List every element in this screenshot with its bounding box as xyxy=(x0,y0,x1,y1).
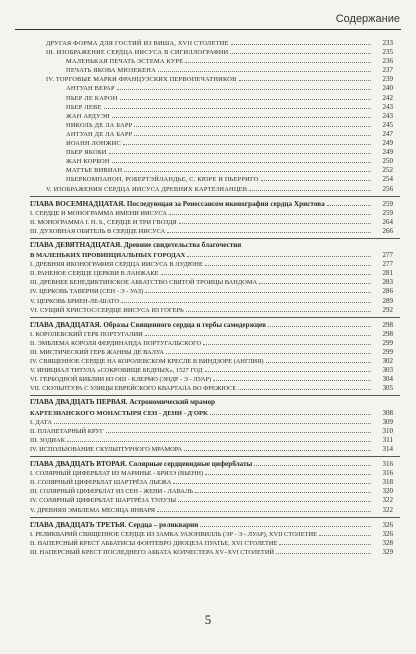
toc-entry-text: IV. СВЯЩЕННОЕ СЕРДЦЕ НА КОРОЛЕВСКОМ КРЕСЛЕ В ВИНДЗОРЕ (АНГЛИЯ) xyxy=(30,358,264,366)
toc-page-number: 266 xyxy=(382,226,393,235)
toc-entry-text: ГЛАВА ВОСЕМНАДЦАТАЯ. Последующая за Ренессансом иконография сердца Христова xyxy=(30,199,325,208)
toc-entry-text: ГЛАВА ДВАДЦАТЬ ПЕРВАЯ. Астрономический мрамор xyxy=(30,398,216,407)
toc-entry-text: ГЛАВА ДВАДЦАТАЯ. Образы Священного сердца и гербы самодержцев xyxy=(30,320,267,329)
toc-entry[interactable] xyxy=(30,538,400,547)
toc-entry[interactable] xyxy=(30,347,400,356)
toc-page-number: 316 xyxy=(382,469,393,478)
toc-page-number: 310 xyxy=(382,426,393,435)
leader-dots xyxy=(243,241,371,247)
toc-entry[interactable] xyxy=(30,477,400,486)
leader-dots xyxy=(117,83,371,90)
chapter-title[interactable] xyxy=(30,241,400,250)
toc-page-number: 277 xyxy=(382,251,393,260)
leader-dots xyxy=(279,538,371,545)
leader-dots xyxy=(268,320,371,327)
leader-dots xyxy=(178,495,371,502)
toc-entry[interactable] xyxy=(30,356,400,365)
toc-entry-text: VII. СКУЛЬПТУРА С УЛИЦЫ ЕВРЕЙСКОГО КВАРТАЛА ВО ФРЕЖЮСЕ xyxy=(30,385,237,393)
toc-page-number: 303 xyxy=(382,366,393,375)
toc-entry[interactable] xyxy=(0,147,416,156)
toc-entry[interactable] xyxy=(0,156,416,165)
leader-dots xyxy=(67,435,371,442)
chapter-items xyxy=(30,468,400,513)
chapter-items xyxy=(30,208,400,235)
toc-page-number: 247 xyxy=(382,129,393,138)
leader-dots xyxy=(195,486,371,493)
toc-entry[interactable] xyxy=(30,426,400,435)
toc-page-number: 314 xyxy=(382,444,393,453)
leader-dots xyxy=(104,102,371,109)
toc-page-number: 304 xyxy=(382,375,393,384)
toc-entry[interactable] xyxy=(0,120,416,129)
toc-entry[interactable] xyxy=(0,174,416,183)
toc-page-number: 302 xyxy=(382,357,393,366)
leader-dots xyxy=(205,468,371,475)
leader-dots xyxy=(327,199,371,206)
leader-dots xyxy=(187,250,371,257)
leader-dots xyxy=(121,296,371,303)
leader-dots xyxy=(203,338,371,345)
leader-dots xyxy=(254,459,371,466)
leader-dots xyxy=(124,165,371,172)
toc-page-number: 289 xyxy=(382,296,393,305)
chapter-rule xyxy=(30,517,400,518)
leader-dots xyxy=(167,226,371,233)
toc-entry-text: II. НАПЕРСНЫЙ КРЕСТ АББАТИСЫ ФОНТЕВРО ДИОЦЕЗА ПУАТЬЕ, XVI СТОЛЕТИЕ xyxy=(30,539,278,547)
leader-dots xyxy=(213,374,371,381)
leader-dots xyxy=(179,217,371,224)
toc-entry[interactable] xyxy=(0,102,416,111)
toc-entry[interactable] xyxy=(30,529,400,538)
toc-entry[interactable] xyxy=(30,486,400,495)
toc-entry-text: V. ИЗОБРАЖЕНИЯ СЕРДЦА ИИСУСА ДРЕВНИХ КАРТЕЗИАНЦЕВ xyxy=(46,185,248,193)
toc-entry-text: III. НАПЕРСНЫЙ КРЕСТ ПОСЛЕДНЕГО АББАТА КОЛЧЕСТЕРА XV–XVI СТОЛЕТИЙ xyxy=(30,548,275,556)
chapter-title[interactable] xyxy=(30,320,400,329)
toc-entry[interactable] xyxy=(30,383,400,392)
toc-entry-text: ЖАН КОРБОН xyxy=(66,158,110,166)
toc-entry[interactable] xyxy=(30,505,400,514)
toc-page-number: 254 xyxy=(382,175,393,184)
toc-entry-text: МАТТЬЕ ВИВИАН xyxy=(66,167,123,175)
chapter-section xyxy=(30,395,400,453)
toc-entry-text: V. ЦЕРКОВЬ БРИЕН-ЛЕ-ШАТО xyxy=(30,297,120,305)
toc-page-number: 309 xyxy=(382,417,393,426)
header-rule xyxy=(15,29,401,30)
leader-dots xyxy=(123,138,371,145)
toc-page-number: 249 xyxy=(382,148,393,157)
toc-page-number: 264 xyxy=(382,217,393,226)
toc-page-number: 305 xyxy=(382,384,393,393)
leader-dots xyxy=(145,329,371,336)
toc-entry[interactable] xyxy=(30,226,400,235)
chapter-title[interactable] xyxy=(30,459,400,468)
leader-dots xyxy=(186,305,371,312)
toc-page-number: 236 xyxy=(382,57,393,66)
toc-entry-text: ЖАН АРДУЭН xyxy=(66,112,110,120)
toc-entry[interactable] xyxy=(30,286,400,295)
toc-page-number: 329 xyxy=(382,547,393,556)
leader-dots xyxy=(231,38,371,45)
toc-entry[interactable] xyxy=(30,444,400,453)
leader-dots xyxy=(261,174,371,181)
toc-entry[interactable] xyxy=(30,338,400,347)
toc-entry-text: VI. ГЕРБОДНОЙ БИБЛИИ ИЗ ОШ - КЛЕРМО (ЭНДР - Э - ЛУАР) xyxy=(30,376,212,384)
toc-entry-text: ПЕЧАТЬ ЯКОВА МЮЗЕКЕНА xyxy=(66,67,156,75)
toc-page-number: 292 xyxy=(382,305,393,314)
toc-page-number: 281 xyxy=(382,269,393,278)
toc-entry[interactable] xyxy=(0,93,416,102)
toc-entry[interactable] xyxy=(30,435,400,444)
toc-entry-text: IV. ТОРГОВЫЕ МАРКИ ФРАНЦУЗСКИХ ПЕРВОПЕЧАТНИКОВ xyxy=(46,76,237,84)
toc-page-number: 318 xyxy=(382,478,393,487)
leader-dots xyxy=(109,147,371,154)
chapter-rule xyxy=(30,317,400,318)
leader-dots xyxy=(259,277,371,284)
toc-entry[interactable] xyxy=(30,296,400,305)
page-header xyxy=(0,0,416,30)
toc-entry[interactable] xyxy=(0,111,416,120)
leader-dots xyxy=(249,184,371,191)
toc-entry-text: V. ИНИЦИАЛ ТИТУЛА «СОКРОВИЩЕ БЕДНЫХ», 1527 ГОД xyxy=(30,367,203,375)
chapter-rule xyxy=(30,395,400,396)
toc-entry-text: ПЬЕР ЛЕВЕ xyxy=(66,103,102,111)
toc-page-number: 308 xyxy=(382,408,393,417)
toc-page-number: 328 xyxy=(382,538,393,547)
toc-page-number: 286 xyxy=(382,287,393,296)
toc-entry-text: В МАЛЕНЬКИХ ПРОВИНЦИАЛЬНЫХ ГОРОДАХ xyxy=(30,252,186,260)
toc-entry-text: I. КОРОЛЕВСКИЙ ГЕРБ ПОРТУГАЛИИ xyxy=(30,330,143,338)
toc-entry[interactable] xyxy=(30,329,400,338)
toc-page-number: 235 xyxy=(382,48,393,57)
leader-dots xyxy=(106,426,371,433)
toc-page-number: 259 xyxy=(382,199,393,208)
toc-page-number: 256 xyxy=(382,184,393,193)
toc-page-number: 240 xyxy=(382,84,393,93)
chapter-title[interactable] xyxy=(30,520,400,529)
toc-entry-text: IV. ИСПОЛЬЗОВАНИЕ СКУЛЬПТУРНОГО МРАМОРА xyxy=(30,445,183,453)
toc-page-number: 243 xyxy=(382,111,393,120)
page-number: 5 xyxy=(204,612,212,627)
toc-entry[interactable] xyxy=(0,184,416,193)
toc-page-number: 283 xyxy=(382,278,393,287)
toc-entry[interactable] xyxy=(0,38,416,47)
toc-page-number: 311 xyxy=(382,435,393,444)
toc-page-number: 249 xyxy=(382,139,393,148)
chapter-title[interactable] xyxy=(30,398,400,407)
toc-entry[interactable] xyxy=(0,138,416,147)
chapter-items xyxy=(30,259,400,314)
toc-entry[interactable] xyxy=(30,277,400,286)
toc-entry-text: II. ЭМБЛЕМА КОРОЛЯ ФЕРДИНАНДА ПОРТУГАЛЬСКОГО xyxy=(30,339,202,347)
toc-page-number: 322 xyxy=(382,496,393,505)
toc-entry-text: II. СОЛЯРНЫЙ ЦИФЕРБЛАТ ШАРТРЁЗА ЛЬЕЖА xyxy=(30,479,172,487)
leader-dots xyxy=(266,356,371,363)
toc-page-number: 326 xyxy=(382,529,393,538)
toc-entry-text: VI. СУЩИЙ ХРИСТОС/СЕРДЦЕ ИИСУСА ИЗ ГОГЕРЬ xyxy=(30,306,184,314)
chapter-section xyxy=(30,517,400,556)
toc-page-number: 252 xyxy=(382,166,393,175)
toc-entry-text: АНТУАН ВЕРАР xyxy=(66,85,115,93)
toc-entry-text: ПЬЕР ЯКОБИ xyxy=(66,149,107,157)
chapter-title-continuation[interactable] xyxy=(30,250,400,259)
toc-page-number: 326 xyxy=(382,520,393,529)
leader-dots xyxy=(158,65,371,72)
toc-entry-text: КАРТЕЗИАНСКОГО МОНАСТЫРЯ СЕН - ДЕНИ - Д'ОРК xyxy=(30,409,208,417)
toc-entry-text: III. ДРЕВНЕЕ БЕНЕДИКТИНСКОЕ АББАТСТВО СВЯТОЙ ТРОИЦЫ ВАНДОМА xyxy=(30,279,258,287)
leader-dots xyxy=(173,477,371,484)
toc-entry-text: ГЛАВА ДВАДЦАТЬ ТРЕТЬЯ. Сердца – реликварии xyxy=(30,520,199,529)
toc-entry-text: V. ДРЕВНЯЯ ЭМБЛЕМА МЕСЯЦА ЯНВАРЯ xyxy=(30,506,156,514)
leader-dots xyxy=(217,398,371,404)
chapter-section xyxy=(30,196,400,235)
chapter-items xyxy=(30,329,400,393)
chapter-title-continuation[interactable] xyxy=(30,408,400,417)
toc-entry-text: АНТУАН ДЕ ЛА БАРР xyxy=(66,130,133,138)
toc-page-number: 299 xyxy=(382,338,393,347)
toc-page-number: 245 xyxy=(382,120,393,129)
toc-entry-text: I. РЕЛИКВАРИЙ СВЯЩЕННОЕ СЕРДЦЕ ИЗ ЗАМКА УАЗОНВИЛЛЬ (ЭР - Э - ЛУАР), XVII СТОЛЕТИЕ xyxy=(30,530,318,538)
toc-entry[interactable] xyxy=(30,365,400,374)
toc-page-number: 298 xyxy=(382,329,393,338)
leader-dots xyxy=(134,120,371,127)
chapter-title[interactable] xyxy=(30,199,400,208)
toc-entry-text: I. ДРЕВНЯЯ ИКОНОГРАФИЯ СЕРДЦА ИИСУСА В ЛУДЮНЕ xyxy=(30,261,203,269)
leader-dots xyxy=(157,505,371,512)
leader-dots xyxy=(239,74,371,81)
toc-entry[interactable] xyxy=(30,208,400,217)
toc-entry-text: II. МОНОГРАММА I. H. S., СЕРДЦЕ И ТРИ ГВОЗДЯ xyxy=(30,218,177,226)
leader-dots xyxy=(120,93,371,100)
toc-entry-text: ДРУГАЯ ФОРМА ДЛЯ ГОСТИЙ ИЗ ВИША, XVII СТОЛЕТИЕ xyxy=(46,40,229,47)
chapter-items xyxy=(30,529,400,556)
toc-entry[interactable] xyxy=(0,56,416,65)
toc-page-number: 242 xyxy=(382,93,393,102)
toc-entry-text: I. ДАТА xyxy=(30,418,52,426)
leader-dots xyxy=(161,268,371,275)
toc-page-number: 298 xyxy=(382,320,393,329)
toc-page-number: 250 xyxy=(382,157,393,166)
toc-entry-text: III. ИЗОБРАЖЕНИЕ СЕРДЦА ИИСУСА В СИГИЛЛОГРАФИИ xyxy=(46,49,229,57)
toc-entry[interactable] xyxy=(0,83,416,92)
leader-dots xyxy=(169,208,371,215)
toc-entry-text: III. ДУХОВНАЯ ОБИТЕЛЬ В СЕРДЦЕ ИИСУСА xyxy=(30,227,166,235)
toc-entry-text: ПЬЕР ЛЕ КАРОН xyxy=(66,94,118,102)
toc-page-number: 243 xyxy=(382,102,393,111)
toc-entry-text: III. МИСТИЧЕСКИЙ ГЕРБ ЖАННЫ ДЕ ВАЛУА xyxy=(30,349,164,356)
leader-dots xyxy=(112,111,371,118)
leader-dots xyxy=(145,286,371,293)
leader-dots xyxy=(276,547,371,554)
chapter-section xyxy=(30,456,400,514)
leader-dots xyxy=(134,129,371,136)
toc-entry-text: III. ЗОДИАК xyxy=(30,436,65,444)
toc-page-number: 322 xyxy=(382,505,393,514)
leader-dots xyxy=(112,156,371,163)
toc-entry-text: МАЛЕНЬКАЯ ПЕЧАТЬ ЭСТЕМА КУРЕ xyxy=(66,58,184,66)
toc-entry[interactable] xyxy=(30,468,400,477)
chapter-rule xyxy=(30,238,400,239)
toc-entry[interactable] xyxy=(30,417,400,426)
toc-entry[interactable] xyxy=(30,374,400,383)
toc-page-number: 259 xyxy=(382,208,393,217)
running-head: Содержание xyxy=(335,13,400,25)
toc-entry-text: IV. СОЛЯРНЫЙ ЦИФЕРБЛАТ ШАРТРЁЗА ТУЛУЗЫ xyxy=(30,497,177,505)
toc-entry[interactable] xyxy=(30,259,400,268)
toc-page-number: 239 xyxy=(382,75,393,84)
toc-entry-text: НИКОЛЬ ДЕ ЛА БАРР xyxy=(66,121,133,129)
leader-dots xyxy=(210,408,371,415)
toc-entry-text: II. ПЛАНЕТАРНЫЙ КРУГ xyxy=(30,427,104,435)
toc-entry[interactable] xyxy=(0,74,416,83)
leader-dots xyxy=(185,56,371,63)
toc-entry[interactable] xyxy=(30,495,400,504)
toc-entry[interactable] xyxy=(30,268,400,277)
leader-dots xyxy=(205,259,371,266)
toc-entry[interactable] xyxy=(0,65,416,74)
toc-page-number: 233 xyxy=(382,39,393,47)
toc-entry-text: II. РАНЕНОЕ СЕРДЦЕ ЦЕРКВИ В ЛАНЖАКЕ xyxy=(30,270,159,278)
toc-entry[interactable] xyxy=(30,305,400,314)
chapter-section xyxy=(30,238,400,314)
leader-dots xyxy=(205,365,372,372)
toc-page-number: 299 xyxy=(382,348,393,356)
toc-entry-text: ИОАНН ЛОНЖИС xyxy=(66,140,121,148)
toc-page-number: 237 xyxy=(382,66,393,75)
table-of-contents xyxy=(0,38,416,556)
toc-entry-text: ПЬЕРКОМПАНОН, РОБЕРТЭЙЛАНДЬЕ, С. КЮРЕ И ПЬЕРРИГО xyxy=(66,176,259,184)
toc-page-number: 277 xyxy=(382,260,393,269)
toc-entry[interactable] xyxy=(0,47,416,56)
chapter-rule xyxy=(30,456,400,457)
leader-dots xyxy=(238,383,371,390)
leader-dots xyxy=(319,529,371,536)
toc-page-number: 316 xyxy=(382,460,393,469)
toc-entry-text: I. СОЛЯРНЫЙ ЦИФЕРБЛАТ ИЗ МАРИНЬЕ - БРИЗЭ (ВЬЕНН) xyxy=(30,470,204,478)
toc-entry-text: ГЛАВА ДЕВЯТНАДЦАТАЯ. Древние свидетельства благочестия xyxy=(30,240,242,249)
chapter-rule xyxy=(30,196,400,197)
leader-dots xyxy=(230,47,371,54)
leader-dots xyxy=(166,347,371,354)
toc-entry[interactable] xyxy=(0,165,416,174)
chapter-section xyxy=(30,317,400,393)
leader-dots xyxy=(184,444,371,451)
leader-dots xyxy=(54,417,371,424)
toc-entry[interactable] xyxy=(30,217,400,226)
toc-page-number: 320 xyxy=(382,487,393,496)
toc-entry-text: IV. ЦЕРКОВЬ ТАВЕРНИ (СЕН - Э - УАЗ) xyxy=(30,288,144,296)
toc-entry-text: ГЛАВА ДВАДЦАТЬ ВТОРАЯ. Солярные сердцевидные циферблаты xyxy=(30,460,253,469)
toc-entry-text: III. СОЛЯРНЫЙ ЦИФЕРБЛАТ ИЗ СЕН - ЖЕНИ - ЛАВАЛЬ xyxy=(30,488,193,496)
leader-dots xyxy=(200,520,371,527)
toc-entry[interactable] xyxy=(0,129,416,138)
toc-entry[interactable] xyxy=(30,547,400,556)
toc-entry-text: I. СЕРДЦЕ И МОНОГРАММА ИМЕНИ ИИСУСА xyxy=(30,209,167,217)
chapter-items xyxy=(30,417,400,453)
